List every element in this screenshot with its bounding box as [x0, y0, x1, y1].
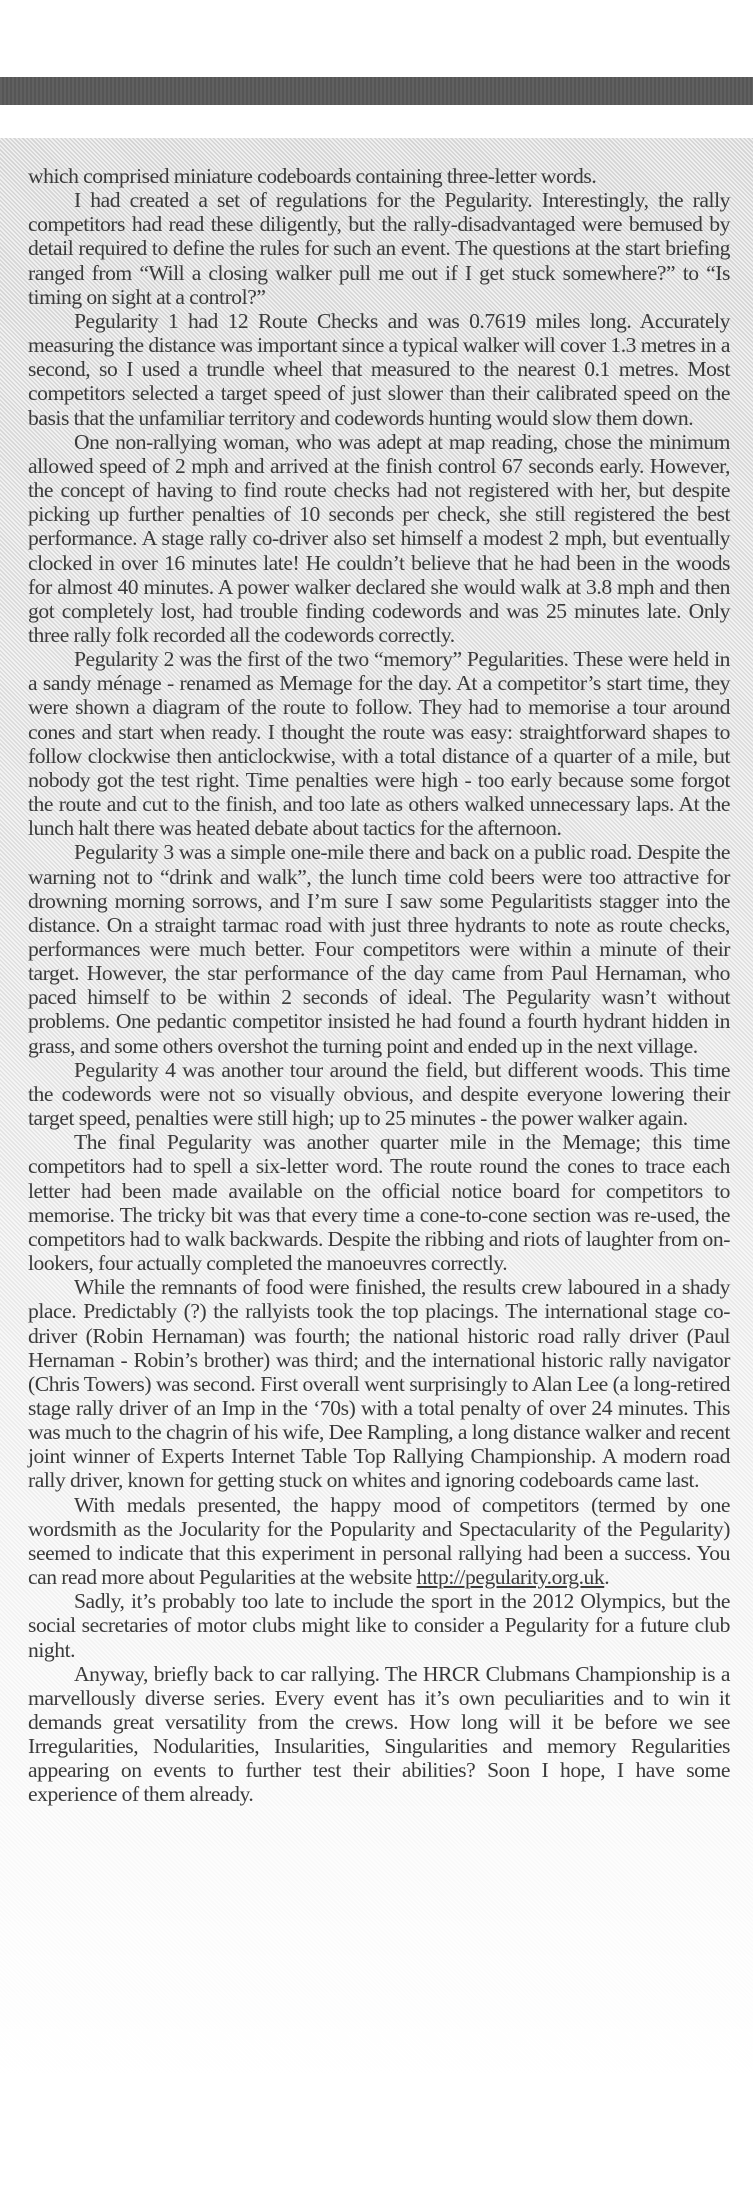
paragraph-results: While the remnants of food were finished, the results crew laboured in a shady place. Predictably (?) the rallyists took the top placings. The international stage co-driver (Robin Hernaman) was fourth; the national historic road rally driver (Paul Hernaman - Robin’s brother) was third; and the international historic rally navigator (Chris Towers) was second. First overall went surprisingly to Alan Lee (a long-retired stage rally driver of an Imp in the ‘70s) with a total penalty of over 24 minutes. This was much to the chagrin of his wife, Dee Rampling, a long distance walker and recent joint winner of Experts Internet Table Top Rallying Championship. A modern road rally driver, known for getting stuck on whites and ignoring codeboards came last.	[28, 1275, 730, 1493]
article-body	[28, 164, 730, 1807]
medals-text-end: .	[604, 1565, 610, 1590]
paragraph-pegularity-2: Pegularity 2 was the first of the two “memory” Pegularities. These were held in a sandy ménage - renamed as Memage for the day. At a competitor’s start time, they were shown a diagram of the route to follow. They had to memorise a tour around cones and start when ready. I thought the route was easy: straightforward shapes to follow clockwise then anticlockwise, with a total distance of a quarter of a mile, but nobody got the test right. Time penalties were high - too early because some forgot the route and cut to the finish, and too late as others walked unnecessary laps. At the lunch halt there was heated debate about tactics for the afternoon.	[28, 647, 730, 841]
paragraph-pegularity-4: Pegularity 4 was another tour around the field, but different woods. This time the codewords were not so visually obvious, and despite everyone lowering their target speed, penalties were still high; up to 25 minutes - the power walker again.	[28, 1057, 730, 1131]
paragraph-final-pegularity: The final Pegularity was another quarter mile in the Memage; this time competitors had to spell a six-letter word. The route round the cones to trace each letter had been made available on the official notice board for competitors to memorise. The tricky bit was that every time a cone-to-cone section was re-used, the competitors had to walk backwards. Despite the ribbing and riots of laughter from on-lookers, four actually completed the manoeuvres correctly.	[28, 1130, 730, 1276]
paragraph-pegularity-3: Pegularity 3 was a simple one-mile there and back on a public road. Despite the warning not to “drink and walk”, the lunch time cold beers were too attractive for drowning morning sorrows, and I’m sure I saw some Pegularitists stagger into the distance. On a straight tarmac road with just three hydrants to note as route checks, performances were much better. Four competitors were within a minute of their target. However, the star performance of the day came from Paul Hernaman, who paced himself to be within 2 seconds of ideal. The Pegularity wasn’t without problems. One pedantic competitor insisted he had found a fourth hydrant hidden in grass, and some others overshot the turning point and ended up in the next village.	[28, 840, 730, 1058]
paragraph-hrcr-championship: Anyway, briefly back to car rallying. The HRCR Clubmans Championship is a marvellously diverse series. Every event has it’s own peculiarities and to win it demands great versatility from the crews. How long will it be before we see Irregularities, Nodularities, Insularities, Singularities and memory Regularities appearing on events to further test their abilities? Soon I hope, I have some experience of them already.	[28, 1661, 730, 1807]
paragraph-regulations: I had created a set of regulations for the Pegularity. Interestingly, the rally competitors had read these diligently, but the rally-disadvantaged were bemused by detail required to define the rules for such an event. The questions at the start briefing ranged from “Will a closing walker pull me out if I get stuck somewhere?” to “Is timing on sight at a control?”	[28, 188, 730, 309]
paragraph-continuation: which comprised miniature codeboards containing three-letter words.	[28, 164, 597, 188]
paragraph-pegularity-1: Pegularity 1 had 12 Route Checks and was 0.7619 miles long. Accurately measuring the distance was important since a typical walker will cover 1.3 metres in a second, so I used a trundle wheel that measured to the nearest 0.1 metres. Most competitors selected a target speed of just slower than their calibrated speed on the basis that the unfamiliar territory and codewords hunting would slow them down.	[28, 308, 730, 430]
paragraph-olympics: Sadly, it’s probably too late to include the sport in the 2012 Olympics, but the social secretaries of motor clubs might like to consider a Pegularity for a future club night.	[28, 1589, 730, 1662]
header-rule-bar	[0, 77, 753, 105]
paragraph-non-rallying-woman: One non-rallying woman, who was adept at map reading, chose the minimum allowed speed of 2 mph and arrived at the finish control 67 seconds early. However, the concept of having to find route checks had not registered with her, but despite picking up further penalties of 10 seconds per check, she still registered the best performance. A stage rally co-driver also set himself a modest 2 mph, but eventually clocked in over 16 minutes late! He couldn’t believe that he had been in the woods for almost 40 minutes. A power walker declared she would walk at 3.8 mph and then got completely lost, had trouble finding codewords and was 25 minutes late. Only three rally folk recorded all the codewords correctly.	[28, 429, 730, 647]
medals-text: With medals presented, the happy mood of competitors (termed by one wordsmith as the Jocularity for the Popularity and Spectacularity of the Pegularity) seemed to indicate that this experiment in personal rallying had been a success. You can read more about Pegularities at the website	[28, 1492, 730, 1590]
pegularity-website-link[interactable]: http://pegularity.org.uk	[416, 1565, 605, 1590]
paragraph-medals	[28, 1493, 730, 1590]
